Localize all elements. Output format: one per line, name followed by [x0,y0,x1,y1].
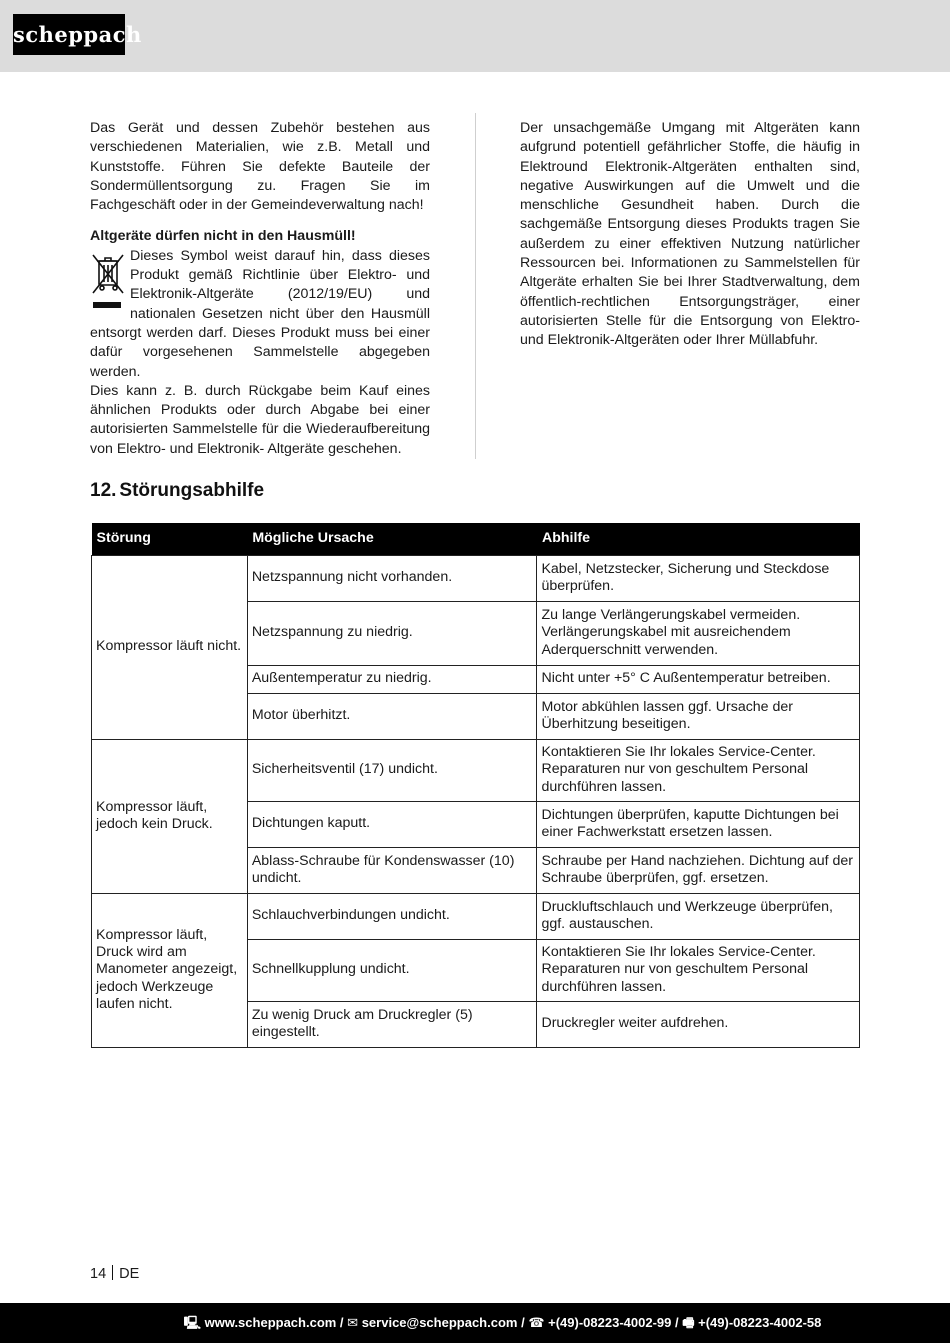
language-code: DE [119,1266,140,1282]
cause-cell: Dichtungen kaputt. [247,801,537,847]
cause-cell: Schnellkupplung undicht. [247,939,537,1001]
table-header-row [92,523,860,555]
email-link[interactable]: service@scheppach.com / [361,1315,525,1330]
computer-icon: 🖳 [183,1315,201,1330]
mail-icon: ✉ [347,1315,359,1330]
fault-cell: Kompressor läuft, Druck wird am Manometer angezeigt, jedoch Werkzeuge laufen nicht. [92,893,248,1047]
header-band [0,0,950,72]
footer-contact-bar [0,1303,950,1343]
table-row [92,739,860,801]
cause-cell: Netzspannung nicht vorhanden. [247,555,537,601]
header-remedy: Abhilfe [537,523,860,555]
cause-cell: Zu wenig Druck am Druckregler (5) eingestellt. [247,1001,537,1047]
cause-cell: Motor überhitzt. [247,693,537,739]
column-divider [475,113,476,459]
website-link[interactable]: www.scheppach.com / [204,1315,344,1330]
remedy-cell: Kontaktieren Sie Ihr lokales Service-Center. Reparaturen nur von geschultem Personal durchführen lassen. [537,939,860,1001]
weee-paragraph: Dieses Symbol weist darauf hin, dass dieses Produkt gemäß Richtlinie über Elektro- und Elektronik-Altgeräte (2012/19/EU) und nationalen Gesetzen nicht über den Hausmüll entsorgt werden darf. Dieses Produkt muss bei einer dafür vorgesehenen Sammelstelle abgegeben werden. [90,247,430,380]
phone-number[interactable]: +(49)-08223-4002-99 / [548,1315,679,1330]
troubleshooting-table [91,523,860,1048]
remedy-cell: Motor abkühlen lassen ggf. Ursache der Überhitzung beseitigen. [537,693,860,739]
remedy-cell: Dichtungen überprüfen, kaputte Dichtungen bei einer Fachwerkstatt ersetzen lassen. [537,801,860,847]
phone-icon: ☎ [528,1315,545,1330]
fax-icon: 🖷 [682,1315,695,1330]
fault-cell: Kompressor läuft nicht. [92,555,248,739]
page-number-divider [112,1265,113,1280]
fax-number[interactable]: +(49)-08223-4002-58 [698,1315,822,1330]
cause-cell: Sicherheitsventil (17) undicht. [247,739,537,801]
section-title [90,480,264,502]
cause-cell: Schlauchverbindungen undicht. [247,893,537,939]
section-number: 12. [90,480,117,501]
fault-cell: Kompressor läuft, jedoch kein Druck. [92,739,248,893]
remedy-cell: Kontaktieren Sie Ihr lokales Service-Center. Reparaturen nur von geschultem Personal durchführen lassen. [537,739,860,801]
remedy-cell: Schraube per Hand nachziehen. Dichtung auf der Schraube überprüfen, ggf. ersetzen. [537,847,860,893]
remedy-cell: Zu lange Verlängerungskabel vermeiden. Verlängerungskabel mit ausreichendem Aderquerschnitt verwenden. [537,601,860,665]
crossed-bin-icon [90,249,126,311]
cause-cell: Ablass-Schraube für Kondenswasser (10) undicht. [247,847,537,893]
remedy-cell: Nicht unter +5° C Außentemperatur betreiben. [537,665,860,693]
weee-notice [90,247,430,382]
remedy-cell: Kabel, Netzstecker, Sicherung und Steckdose überprüfen. [537,555,860,601]
page-number-value: 14 [90,1266,107,1282]
section-title-text: Störungsabhilfe [119,480,265,501]
brand-logo[interactable]: scheppach [13,14,125,55]
page-number [90,1265,139,1282]
return-paragraph: Dies kann z. B. durch Rückgabe beim Kauf eines ähnlichen Produkts oder durch Abgabe bei einer autorisierten Sammelstelle für die Wiederaufbereitung von Elektro- und Elektronik- Altgeräte geschehen. [90,382,430,457]
table-row [92,893,860,939]
remedy-cell: Druckregler weiter aufdrehen. [537,1001,860,1047]
cause-cell: Außentemperatur zu niedrig. [247,665,537,693]
cause-cell: Netzspannung zu niedrig. [247,601,537,665]
left-column [90,119,430,459]
table-row [92,555,860,601]
weee-heading: Altgeräte dürfen nicht in den Hausmüll! [90,228,356,245]
intro-paragraph: Das Gerät und dessen Zubehör bestehen aus verschiedenen Materialien, wie z.B. Metall und Kunststoffe. Führen Sie defekte Bauteile der Sondermüllentsorgung zu. Fragen Sie im Fachgeschäft oder in der Gemeindeverwaltung nach! [90,120,430,214]
header-cause: Mögliche Ursache [247,523,537,555]
environment-paragraph: Der unsachgemäße Umgang mit Altgeräten kann aufgrund potentiell gefährlicher Stoffe, die häufig in Elektround Elektronik-Altgeräten enthalten sind, negative Auswirkungen auf die Umwelt und die menschliche Gesundheit haben. Durch die sachgemäße Entsorgung dieses Produkts tragen Sie außerdem zu einer effektiven Nutzung natürlicher Ressourcen bei. Informationen zu Sammelstellen für Altgeräte erhalten Sie bei Ihrer Stadtverwaltung, dem öffentlich-rechtlichen Entsorgungsträger, einer autorisierten Stelle für die Entsorgung von Elektro- und Elektronik-Altgeräten oder Ihrer Müllabfuhr. [520,120,860,349]
remedy-cell: Druckluftschlauch und Werkzeuge überprüfen, ggf. austauschen. [537,893,860,939]
header-fault: Störung [92,523,248,555]
right-column [520,119,860,351]
